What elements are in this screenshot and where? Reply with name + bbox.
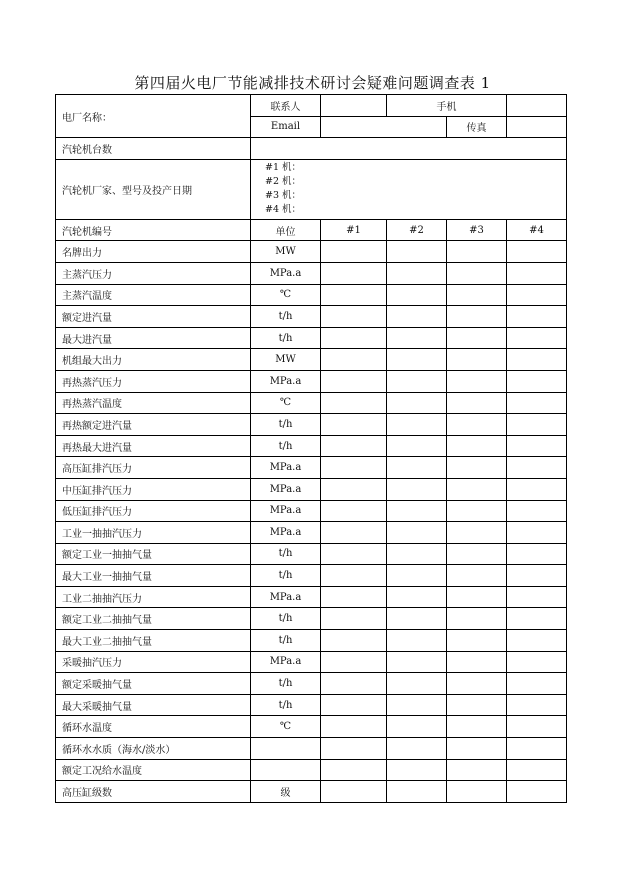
value-cell-unit-2[interactable]	[387, 457, 447, 479]
value-cell-unit-1[interactable]	[321, 306, 387, 328]
value-cell-unit-1[interactable]	[321, 630, 387, 652]
value-cell-unit-2[interactable]	[387, 694, 447, 716]
value-cell-unit-3[interactable]	[447, 586, 507, 608]
value-cell-unit-3[interactable]	[447, 738, 507, 760]
value-cell-unit-4[interactable]	[507, 565, 567, 587]
parameter-label: 名牌出力	[56, 241, 251, 263]
column-header-unit-3: #3	[447, 219, 507, 241]
parameter-row	[56, 630, 567, 652]
value-cell-unit-4[interactable]	[507, 694, 567, 716]
email-label: Email	[251, 116, 321, 138]
value-cell-unit-4[interactable]	[507, 370, 567, 392]
value-cell-unit-1[interactable]	[321, 327, 387, 349]
value-cell-unit-2[interactable]	[387, 435, 447, 457]
value-cell-unit-3[interactable]	[447, 673, 507, 695]
plant-name-label: 电厂名称：	[56, 95, 251, 138]
parameter-row	[56, 478, 567, 500]
survey-table	[55, 94, 567, 803]
value-cell-unit-3[interactable]	[447, 759, 507, 781]
parameter-unit: t/h	[251, 435, 321, 457]
value-cell-unit-1[interactable]	[321, 716, 387, 738]
value-cell-unit-2[interactable]	[387, 522, 447, 544]
parameter-row	[56, 651, 567, 673]
value-cell-unit-3[interactable]	[447, 565, 507, 587]
parameter-label: 机组最大出力	[56, 349, 251, 371]
parameter-label: 最大采暖抽气量	[56, 694, 251, 716]
value-cell-unit-4[interactable]	[507, 349, 567, 371]
value-cell-unit-3[interactable]	[447, 781, 507, 803]
value-cell-unit-4[interactable]	[507, 759, 567, 781]
value-cell-unit-2[interactable]	[387, 565, 447, 587]
parameter-unit: MPa.a	[251, 370, 321, 392]
parameter-row	[56, 241, 567, 263]
parameter-row	[56, 349, 567, 371]
value-cell-unit-3[interactable]	[447, 522, 507, 544]
parameter-label: 额定进汽量	[56, 306, 251, 328]
value-cell-unit-1[interactable]	[321, 370, 387, 392]
parameter-row	[56, 759, 567, 781]
value-cell-unit-3[interactable]	[447, 349, 507, 371]
value-cell-unit-2[interactable]	[387, 306, 447, 328]
value-cell-unit-4[interactable]	[507, 543, 567, 565]
parameter-label: 再热额定进汽量	[56, 414, 251, 436]
parameter-row	[56, 565, 567, 587]
parameter-row	[56, 435, 567, 457]
value-cell-unit-2[interactable]	[387, 781, 447, 803]
parameter-unit: MPa.a	[251, 651, 321, 673]
value-cell-unit-4[interactable]	[507, 586, 567, 608]
parameter-label: 再热蒸汽压力	[56, 370, 251, 392]
value-cell-unit-1[interactable]	[321, 392, 387, 414]
value-cell-unit-3[interactable]	[447, 651, 507, 673]
fax-label: 传真	[447, 116, 507, 138]
phone-label: 手机	[387, 95, 507, 117]
manufacturer-unit-1: #1 机：	[265, 162, 302, 174]
value-cell-unit-2[interactable]	[387, 759, 447, 781]
parameter-label: 最大进汽量	[56, 327, 251, 349]
parameter-row	[56, 673, 567, 695]
parameter-row	[56, 457, 567, 479]
parameter-unit: t/h	[251, 630, 321, 652]
value-cell-unit-3[interactable]	[447, 694, 507, 716]
parameter-unit: MPa.a	[251, 586, 321, 608]
value-cell-unit-4[interactable]	[507, 284, 567, 306]
parameter-label: 再热蒸汽温度	[56, 392, 251, 414]
parameter-label: 采暖抽汽压力	[56, 651, 251, 673]
parameter-row	[56, 694, 567, 716]
value-cell-unit-1[interactable]	[321, 241, 387, 263]
value-cell-unit-1[interactable]	[321, 586, 387, 608]
value-cell-unit-1[interactable]	[321, 500, 387, 522]
parameter-unit: t/h	[251, 543, 321, 565]
value-cell-unit-4[interactable]	[507, 414, 567, 436]
value-cell-unit-4[interactable]	[507, 262, 567, 284]
value-cell-unit-3[interactable]	[447, 306, 507, 328]
parameter-label: 额定采暖抽气量	[56, 673, 251, 695]
value-cell-unit-4[interactable]	[507, 327, 567, 349]
parameter-label: 主蒸汽温度	[56, 284, 251, 306]
parameter-unit: t/h	[251, 565, 321, 587]
parameter-row	[56, 781, 567, 803]
parameter-label: 主蒸汽压力	[56, 262, 251, 284]
value-cell-unit-2[interactable]	[387, 630, 447, 652]
parameter-unit: MW	[251, 241, 321, 263]
parameter-row	[56, 608, 567, 630]
parameter-unit	[251, 738, 321, 760]
value-cell-unit-1[interactable]	[321, 565, 387, 587]
parameter-row	[56, 370, 567, 392]
value-cell-unit-2[interactable]	[387, 241, 447, 263]
value-cell-unit-3[interactable]	[447, 478, 507, 500]
parameter-unit: MPa.a	[251, 262, 321, 284]
parameter-unit: ℃	[251, 284, 321, 306]
parameter-label: 循环水水质（海水/淡水）	[56, 738, 251, 760]
parameter-unit: MPa.a	[251, 500, 321, 522]
value-cell-unit-4[interactable]	[507, 651, 567, 673]
value-cell-unit-3[interactable]	[447, 630, 507, 652]
value-cell-unit-2[interactable]	[387, 327, 447, 349]
value-cell-unit-3[interactable]	[447, 608, 507, 630]
value-cell-unit-2[interactable]	[387, 478, 447, 500]
manufacturer-unit-3: #3 机：	[265, 190, 302, 202]
value-cell-unit-2[interactable]	[387, 349, 447, 371]
parameter-label: 最大工业一抽抽气量	[56, 565, 251, 587]
value-cell-unit-4[interactable]	[507, 781, 567, 803]
parameter-label: 中压缸排汽压力	[56, 478, 251, 500]
parameter-row	[56, 414, 567, 436]
value-cell-unit-4[interactable]	[507, 457, 567, 479]
value-cell-unit-1[interactable]	[321, 738, 387, 760]
value-cell-unit-3[interactable]	[447, 716, 507, 738]
parameter-unit: MW	[251, 349, 321, 371]
parameter-unit: t/h	[251, 694, 321, 716]
value-cell-unit-2[interactable]	[387, 262, 447, 284]
turbine-number-label: 汽轮机编号	[56, 219, 251, 241]
value-cell-unit-2[interactable]	[387, 586, 447, 608]
value-cell-unit-4[interactable]	[507, 716, 567, 738]
contact-label: 联系人	[251, 95, 321, 117]
parameter-row	[56, 327, 567, 349]
parameter-unit: MPa.a	[251, 457, 321, 479]
value-cell-unit-2[interactable]	[387, 284, 447, 306]
parameter-label: 再热最大进汽量	[56, 435, 251, 457]
value-cell-unit-2[interactable]	[387, 414, 447, 436]
fax-input[interactable]	[507, 116, 567, 138]
turbine-count-input[interactable]	[251, 138, 567, 160]
parameter-unit: ℃	[251, 392, 321, 414]
parameter-unit: 级	[251, 781, 321, 803]
parameter-label: 循环水温度	[56, 716, 251, 738]
value-cell-unit-3[interactable]	[447, 327, 507, 349]
parameter-unit: t/h	[251, 414, 321, 436]
parameter-row	[56, 716, 567, 738]
value-cell-unit-3[interactable]	[447, 262, 507, 284]
manufacturer-unit-2: #2 机：	[265, 176, 302, 188]
value-cell-unit-3[interactable]	[447, 457, 507, 479]
parameter-row	[56, 262, 567, 284]
value-cell-unit-3[interactable]	[447, 500, 507, 522]
value-cell-unit-3[interactable]	[447, 414, 507, 436]
parameter-row	[56, 392, 567, 414]
parameter-label: 工业二抽抽汽压力	[56, 586, 251, 608]
value-cell-unit-1[interactable]	[321, 522, 387, 544]
value-cell-unit-2[interactable]	[387, 392, 447, 414]
value-cell-unit-3[interactable]	[447, 241, 507, 263]
contact-input[interactable]	[321, 95, 387, 117]
value-cell-unit-1[interactable]	[321, 781, 387, 803]
value-cell-unit-4[interactable]	[507, 608, 567, 630]
parameter-unit: t/h	[251, 327, 321, 349]
column-header-unit-2: #2	[387, 219, 447, 241]
value-cell-unit-2[interactable]	[387, 370, 447, 392]
value-cell-unit-3[interactable]	[447, 543, 507, 565]
value-cell-unit-1[interactable]	[321, 673, 387, 695]
parameter-label: 高压缸级数	[56, 781, 251, 803]
parameter-label: 最大工业二抽抽气量	[56, 630, 251, 652]
manufacturer-unit-4: #4 机：	[265, 204, 302, 216]
value-cell-unit-4[interactable]	[507, 738, 567, 760]
value-cell-unit-1[interactable]	[321, 435, 387, 457]
form-title: 第四届火电厂节能减排技术研讨会疑难问题调查表 1	[134, 74, 491, 92]
value-cell-unit-4[interactable]	[507, 500, 567, 522]
value-cell-unit-2[interactable]	[387, 608, 447, 630]
value-cell-unit-1[interactable]	[321, 759, 387, 781]
parameter-row	[56, 543, 567, 565]
parameter-row	[56, 500, 567, 522]
column-header-unit-1: #1	[321, 219, 387, 241]
value-cell-unit-4[interactable]	[507, 478, 567, 500]
value-cell-unit-4[interactable]	[507, 673, 567, 695]
value-cell-unit-3[interactable]	[447, 370, 507, 392]
value-cell-unit-4[interactable]	[507, 241, 567, 263]
column-header-unit-4: #4	[507, 219, 567, 241]
unit-column-header: 单位	[251, 219, 321, 241]
value-cell-unit-4[interactable]	[507, 435, 567, 457]
parameter-row	[56, 738, 567, 760]
parameter-unit: MPa.a	[251, 478, 321, 500]
value-cell-unit-2[interactable]	[387, 500, 447, 522]
parameter-unit	[251, 759, 321, 781]
parameter-label: 低压缸排汽压力	[56, 500, 251, 522]
value-cell-unit-2[interactable]	[387, 673, 447, 695]
parameter-label: 额定工业二抽抽气量	[56, 608, 251, 630]
parameter-row	[56, 522, 567, 544]
value-cell-unit-1[interactable]	[321, 414, 387, 436]
value-cell-unit-3[interactable]	[447, 284, 507, 306]
value-cell-unit-1[interactable]	[321, 694, 387, 716]
value-cell-unit-2[interactable]	[387, 543, 447, 565]
email-input[interactable]	[321, 116, 447, 138]
value-cell-unit-3[interactable]	[447, 392, 507, 414]
parameter-label: 工业一抽抽汽压力	[56, 522, 251, 544]
value-cell-unit-1[interactable]	[321, 457, 387, 479]
value-cell-unit-2[interactable]	[387, 738, 447, 760]
value-cell-unit-4[interactable]	[507, 306, 567, 328]
parameter-unit: t/h	[251, 673, 321, 695]
value-cell-unit-4[interactable]	[507, 522, 567, 544]
value-cell-unit-1[interactable]	[321, 284, 387, 306]
parameter-row	[56, 284, 567, 306]
parameter-row	[56, 586, 567, 608]
value-cell-unit-1[interactable]	[321, 478, 387, 500]
value-cell-unit-2[interactable]	[387, 651, 447, 673]
parameter-label: 额定工业一抽抽气量	[56, 543, 251, 565]
parameter-unit: t/h	[251, 608, 321, 630]
value-cell-unit-1[interactable]	[321, 543, 387, 565]
value-cell-unit-1[interactable]	[321, 262, 387, 284]
parameter-label: 高压缸排汽压力	[56, 457, 251, 479]
value-cell-unit-4[interactable]	[507, 630, 567, 652]
value-cell-unit-1[interactable]	[321, 608, 387, 630]
phone-input[interactable]	[507, 95, 567, 117]
value-cell-unit-1[interactable]	[321, 349, 387, 371]
value-cell-unit-1[interactable]	[321, 651, 387, 673]
parameter-row	[56, 306, 567, 328]
manufacturer-list[interactable]	[251, 159, 567, 219]
parameter-unit: ℃	[251, 716, 321, 738]
value-cell-unit-3[interactable]	[447, 435, 507, 457]
value-cell-unit-2[interactable]	[387, 716, 447, 738]
value-cell-unit-4[interactable]	[507, 392, 567, 414]
parameter-label: 额定工况给水温度	[56, 759, 251, 781]
manufacturer-label: 汽轮机厂家、型号及投产日期	[56, 159, 251, 219]
parameter-unit: MPa.a	[251, 522, 321, 544]
parameter-unit: t/h	[251, 306, 321, 328]
turbine-count-label: 汽轮机台数	[56, 138, 251, 160]
